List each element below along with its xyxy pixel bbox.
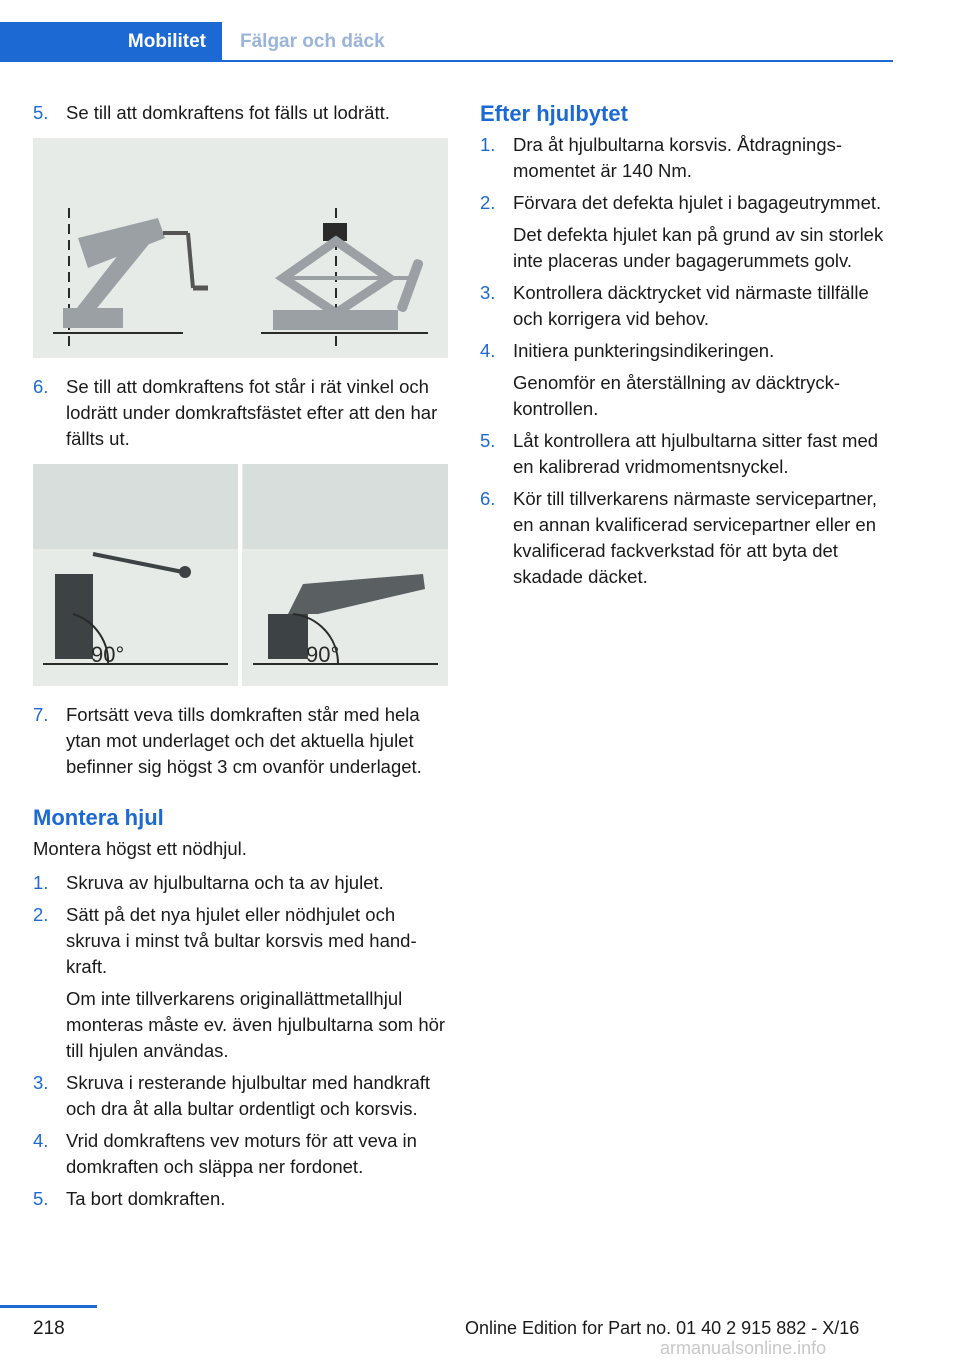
angle-label: 90° [91, 642, 125, 667]
angle-label: 90° [306, 642, 340, 667]
figure-jack-foot-vertical [33, 138, 448, 358]
edition-note: Online Edition for Part no. 01 40 2 915 882 - X/16 [465, 1318, 860, 1338]
step-text: Skruva av hjulbultarna och ta av hjulet. [66, 872, 384, 893]
list-item [480, 132, 895, 184]
left-column [33, 100, 448, 1218]
step-number: 1. [33, 872, 49, 893]
step-number: 5. [480, 430, 496, 451]
step-text: Vrid domkraftens vev moturs för att veva in domkraften och släppa ner fordonet. [66, 1130, 417, 1177]
step-text: Förvara det defekta hjulet i bagageutrymmet. [513, 192, 882, 213]
step-subtext: Om inte tillverkarens originallättmetallhjul monteras måste ev. även hjulbultarna som hör till hjulen användas. [66, 988, 446, 1061]
step-number: 6. [33, 376, 49, 397]
list-item [480, 190, 895, 274]
step-text: Kör till tillverkarens närmaste servicepartner, en annan kvalificerad servicepartner eller en kvalificerad fackverkstad för att byta det skadade däcket. [513, 488, 877, 587]
step-number: 3. [33, 1072, 49, 1093]
tab-falgar-label: Fälgar och däck [240, 31, 385, 52]
list-item [33, 1128, 448, 1180]
step-text: Skruva i resterande hjulbultar med handkraft och dra åt alla bultar ordentligt och korsvis. [66, 1072, 431, 1119]
list-item [480, 280, 895, 332]
step-number: 7. [33, 704, 49, 725]
step-number: 5. [33, 1188, 49, 1209]
step-number: 2. [33, 904, 49, 925]
step-text: Ta bort domkraften. [66, 1188, 226, 1209]
step-text: Kontrollera däcktrycket vid närmaste tillfälle och korrigera vid behov. [513, 282, 869, 329]
footer-rule [0, 1305, 97, 1308]
figure-jack-right-angle [33, 464, 448, 686]
step-text: Dra åt hjulbultarna korsvis. Åtdragningsmomentet är 140 Nm. [513, 134, 843, 181]
step-text: Sätt på det nya hjulet eller nödhjulet och skruva i minst två bultar korsvis med handkraft. [66, 904, 417, 977]
step-text: Låt kontrollera att hjulbultarna sitter fast med en kalibrerad vridmomentsnyckel. [513, 430, 879, 477]
list-item [480, 486, 895, 590]
page-number: 218 [33, 1318, 65, 1339]
tab-mobilitet-label: Mobilitet [127, 31, 206, 52]
header-tabs [0, 22, 893, 62]
step-number: 2. [480, 192, 496, 213]
tab-falgar-och-dack[interactable] [222, 22, 385, 62]
tab-mobilitet[interactable] [0, 22, 222, 62]
watermark: armanualsonline.info [660, 1338, 827, 1358]
step-subtext: Det defekta hjulet kan på grund av sin storlek inte placeras under bagagerummets golv. [513, 224, 884, 271]
step-number: 1. [480, 134, 496, 155]
section-intro: Montera högst ett nödhjul. [33, 838, 247, 859]
list-item [33, 702, 448, 780]
list-item [480, 338, 895, 422]
step-text: Fortsätt veva tills domkraften står med hela ytan mot underlaget och det aktuella hjulet befinner sig högst 3 cm ovanför underlaget. [66, 704, 422, 777]
list-item [33, 100, 448, 126]
step-text: Se till att domkraftens fot står i rät vinkel och lodrätt under domkraftsfästet efter att den har fällts ut. [66, 376, 438, 449]
list-item [33, 1186, 448, 1212]
step-text: Se till att domkraftens fot fälls ut lodrätt. [66, 102, 390, 123]
step-number: 4. [33, 1130, 49, 1151]
list-item [33, 870, 448, 896]
jack-diagram [33, 138, 448, 358]
step-number: 5. [33, 102, 49, 123]
step-number: 4. [480, 340, 496, 361]
list-item [33, 1070, 448, 1122]
section-heading: Montera hjul [33, 805, 164, 830]
step-subtext: Genomför en återställning av däcktryckkontrollen. [513, 372, 840, 419]
right-column [480, 100, 895, 596]
list-item [33, 902, 448, 1064]
list-item [480, 428, 895, 480]
list-item [33, 374, 448, 452]
step-text: Initiera punkteringsindikeringen. [513, 340, 775, 361]
header-rule [0, 60, 893, 62]
step-number: 3. [480, 282, 496, 303]
jack-angle-diagram [33, 464, 448, 686]
section-heading: Efter hjulbytet [480, 101, 628, 126]
step-number: 6. [480, 488, 496, 509]
